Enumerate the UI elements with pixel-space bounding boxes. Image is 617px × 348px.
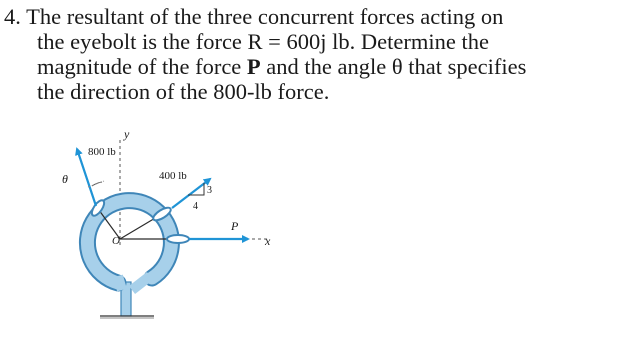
label-origin: O bbox=[112, 235, 120, 247]
problem-text-3a: magnitude of the force bbox=[37, 54, 247, 79]
label-theta: θ bbox=[62, 172, 68, 186]
ring-base-left bbox=[118, 276, 122, 290]
label-x: x bbox=[265, 234, 271, 248]
label-y: y bbox=[124, 127, 130, 141]
label-800lb: 800 lb bbox=[88, 146, 116, 158]
force-p-bold: P bbox=[246, 54, 261, 79]
problem-number: 4. bbox=[4, 4, 21, 29]
label-slope-4: 4 bbox=[193, 201, 198, 212]
label-slope-3: 3 bbox=[207, 185, 212, 196]
problem-text-3b: and the angle θ that specifies bbox=[260, 54, 527, 79]
label-400lb: 400 lb bbox=[159, 170, 187, 182]
ring-base-right bbox=[132, 276, 150, 290]
problem-line-4: the direction of the 800-lb force. bbox=[37, 79, 330, 104]
problem-text-1: The resultant of the three concurrent forces acting on bbox=[26, 4, 504, 29]
label-p: P bbox=[231, 219, 239, 233]
shackle-p bbox=[167, 235, 189, 243]
problem-line-2: the eyebolt is the force R = 600j lb. Determine the bbox=[37, 29, 489, 54]
